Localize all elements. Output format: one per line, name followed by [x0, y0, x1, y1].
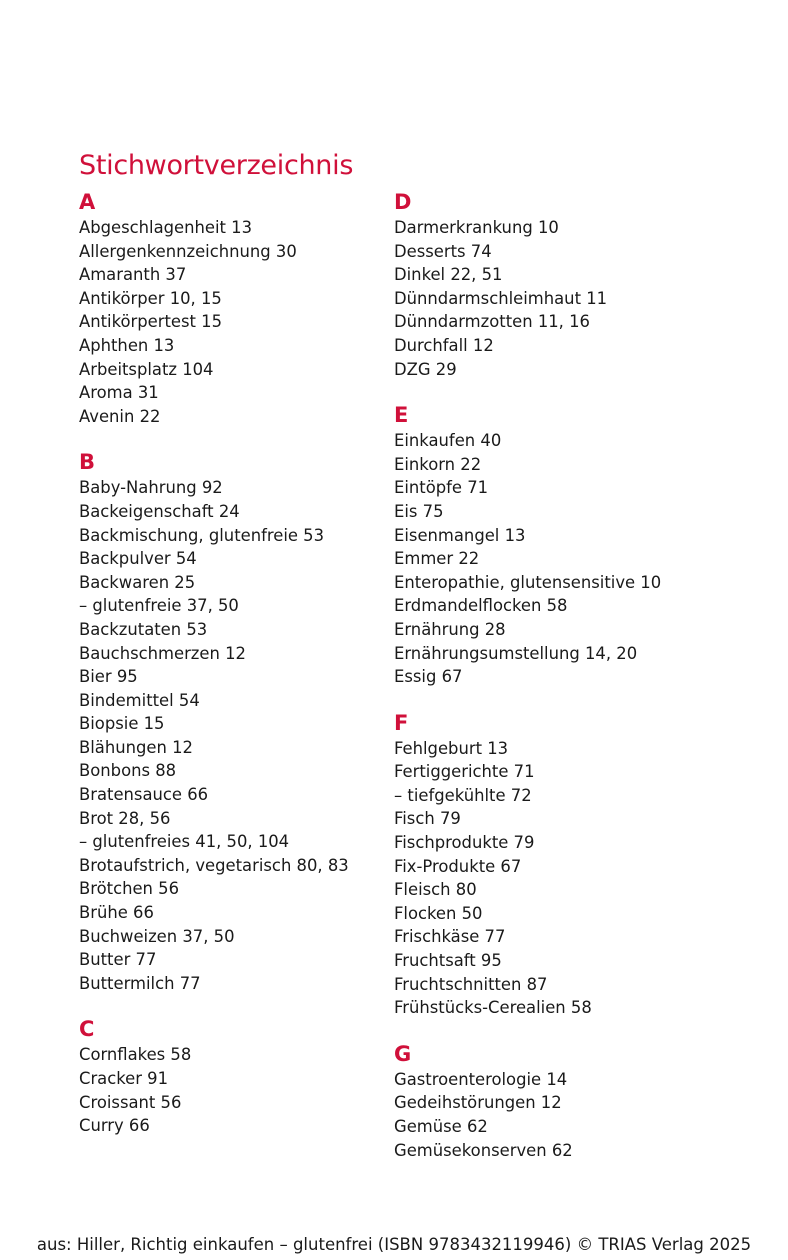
page-title: Stichwortverzeichnis — [79, 150, 354, 181]
index-entry: – glutenfreie 37, 50 — [79, 596, 239, 616]
index-entry: Durchfall 12 — [394, 335, 494, 355]
index-entry: Eisenmangel 13 — [394, 525, 526, 545]
index-entry: Gemüse 62 — [394, 1117, 488, 1136]
index-entry: Essig 67 — [394, 667, 463, 687]
section-letter: A — [79, 190, 96, 214]
index-entry: Backzutaten 53 — [79, 619, 208, 639]
index-entry: Butter 77 — [79, 950, 157, 970]
section-letter: F — [394, 710, 409, 735]
index-section-b — [79, 448, 379, 995]
index-entry: Erdmandelflocken 58 — [394, 596, 568, 616]
index-entry: Fruchtsaft 95 — [394, 951, 502, 971]
index-entry: Flocken 50 — [394, 903, 483, 923]
index-entry: Arbeitsplatz 104 — [79, 359, 214, 379]
section-letter: E — [394, 403, 409, 428]
index-entry: Fix-Produkte 67 — [394, 856, 522, 876]
index-entry: Fruchtschnitten 87 — [394, 974, 548, 994]
index-entry: Fischprodukte 79 — [394, 833, 535, 853]
index-section-g — [394, 1040, 694, 1162]
index-entry: – glutenfreies 41, 50, 104 — [79, 832, 290, 852]
index-entry: Gastroenterologie 14 — [394, 1069, 568, 1089]
index-entry: Fehlgeburt 13 — [394, 738, 509, 758]
index-section-e — [394, 401, 694, 689]
index-entry: Cornflakes 58 — [79, 1045, 192, 1065]
index-entry: Brötchen 56 — [79, 879, 180, 899]
index-entry: Blähungen 12 — [79, 737, 193, 757]
index-entry: Frischkäse 77 — [394, 927, 506, 947]
index-entry: Emmer 22 — [394, 549, 480, 569]
index-section-f — [394, 709, 694, 1020]
index-entry: Curry 66 — [79, 1116, 150, 1136]
index-entry: Brühe 66 — [79, 903, 154, 923]
index-entry: Fleisch 80 — [394, 880, 477, 900]
section-letter: B — [79, 450, 96, 475]
index-entry: Darmerkrankung 10 — [394, 218, 559, 237]
index-entry: Buchweizen 37, 50 — [79, 926, 235, 946]
index-entry: Abgeschlagenheit 13 — [79, 218, 253, 237]
section-letter: D — [394, 190, 412, 214]
index-section-a — [79, 188, 379, 428]
index-entry: Eintöpfe 71 — [394, 478, 489, 498]
index-entry: Fertiggerichte 71 — [394, 762, 535, 782]
index-column-right — [394, 188, 694, 1182]
index-entry: DZG 29 — [394, 359, 457, 379]
index-entry: Backmischung, glutenfreie 53 — [79, 525, 325, 545]
index-entry: Allergenkennzeichnung 30 — [79, 241, 297, 261]
index-entry: Buttermilch 77 — [79, 973, 201, 993]
index-entry: Aphthen 13 — [79, 335, 175, 355]
index-entry: Bauchschmerzen 12 — [79, 643, 246, 663]
index-entry: Fisch 79 — [394, 809, 461, 829]
index-entry: Enteropathie, glutensensitive 10 — [394, 572, 662, 592]
index-entry: Dünndarmzotten 11, 16 — [394, 312, 590, 332]
index-entry: Antikörpertest 15 — [79, 312, 223, 332]
index-entry: Backeigenschaft 24 — [79, 501, 240, 521]
index-entry: Biopsie 15 — [79, 714, 165, 734]
index-entry: Eis 75 — [394, 501, 444, 521]
index-entry: Gedeihstörungen 12 — [394, 1093, 562, 1113]
index-entry: Avenin 22 — [79, 406, 161, 426]
index-entry: Bier 95 — [79, 667, 138, 687]
index-entry: Backwaren 25 — [79, 572, 196, 592]
index-entry: Brot 28, 56 — [79, 808, 171, 828]
section-letter: C — [79, 1017, 95, 1042]
index-entry: – tiefgekühlte 72 — [394, 785, 532, 805]
index-entry: Ernährung 28 — [394, 619, 506, 639]
index-entry: Einkorn 22 — [394, 454, 482, 474]
index-entry: Brotaufstrich, vegetarisch 80, 83 — [79, 855, 349, 875]
index-entry: Baby-Nahrung 92 — [79, 478, 223, 498]
index-entry: Cracker 91 — [79, 1069, 169, 1088]
index-entry: Backpulver 54 — [79, 549, 197, 569]
index-column-left — [79, 188, 379, 1158]
section-letter: G — [394, 1041, 412, 1066]
index-entry: Frühstücks-Cerealien 58 — [394, 998, 592, 1018]
index-entry: Ernährungsumstellung 14, 20 — [394, 643, 638, 663]
index-entry: Dünndarmschleimhaut 11 — [394, 288, 608, 308]
index-section-d — [394, 188, 694, 381]
index-section-c — [79, 1015, 379, 1137]
index-entry: Bindemittel 54 — [79, 690, 200, 710]
index-entry: Desserts 74 — [394, 241, 492, 261]
index-entry: Antikörper 10, 15 — [79, 288, 222, 308]
index-entry: Dinkel 22, 51 — [394, 265, 503, 285]
source-footer: aus: Hiller, Richtig einkaufen – glutenfrei (ISBN 9783432119946) © TRIAS Verlag 2025 — [36, 1235, 752, 1254]
index-entry: Aroma 31 — [79, 383, 159, 403]
index-entry: Gemüsekonserven 62 — [394, 1140, 573, 1160]
index-entry: Croissant 56 — [79, 1092, 182, 1112]
index-entry: Einkaufen 40 — [394, 431, 502, 451]
index-entry: Bratensauce 66 — [79, 785, 209, 805]
index-entry: Amaranth 37 — [79, 265, 187, 285]
index-entry: Bonbons 88 — [79, 761, 177, 781]
